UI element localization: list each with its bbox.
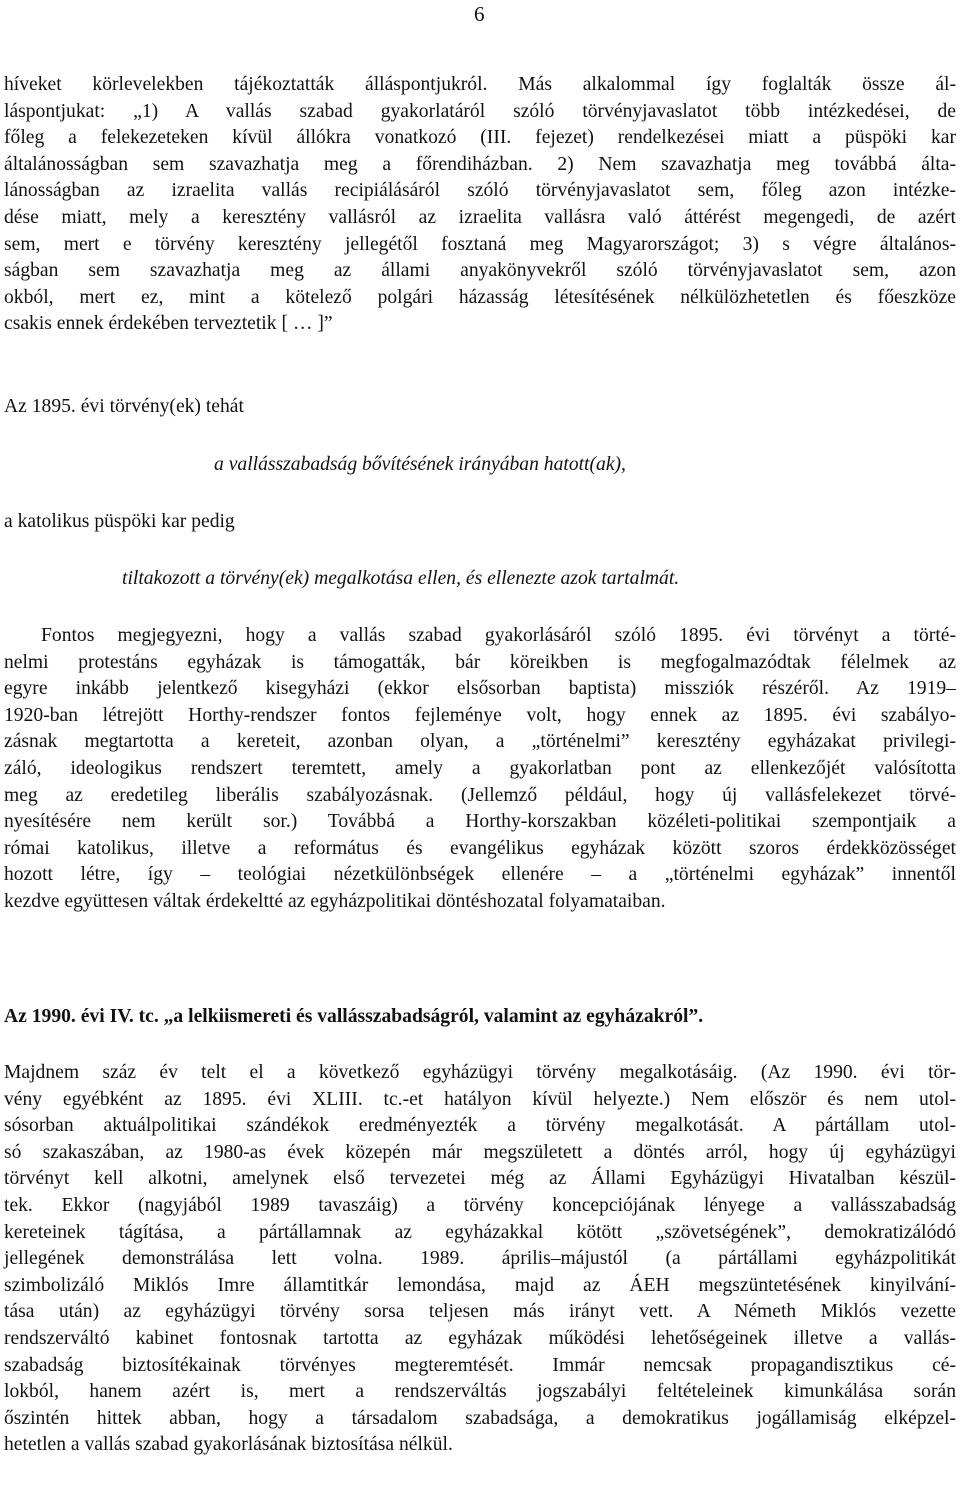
text-line: törvényt kell alkotni, amelynek első tervezetei még az Állami Egyházügyi Hivatalban készül- bbox=[4, 1168, 956, 1190]
text-line: nyesítésére nem került sor.) Továbbá a Horthy-korszakban közéleti-politikai szempontjaik a bbox=[4, 811, 956, 833]
text-line: lokból, hanem azért is, mert a rendszerváltás jogszabályi feltételeinek kimunkálása során bbox=[4, 1381, 956, 1403]
text-line: Fontos megjegyezni, hogy a vallás szabad gyakorlásáról szóló 1895. évi törvényt a törté- bbox=[41, 625, 956, 646]
text-line: só szakaszában, az 1980-as évek közepén már megszületett a döntés arról, hogy új egyházügyi bbox=[4, 1141, 956, 1163]
text-line: egyre inkább jelentkező kisegyházi (ekkor elsősorban baptista) missziók részéről. Az 1919– bbox=[4, 678, 956, 700]
page-number: 6 bbox=[474, 2, 485, 26]
text-line: kereteinek tágítása, a pártállamnak az egyházakkal kötött „szövetségének”, demokratizálódó bbox=[4, 1221, 956, 1243]
line-puspoki-kar: a katolikus püspöki kar pedig bbox=[4, 511, 235, 532]
text-line: láspontjukat: „1) A vallás szabad gyakorlatáról szóló törvényjavaslatot több intézkedései, de bbox=[4, 100, 956, 122]
text-line: hozott létre, így – teológiai nézetkülönbségek ellenére – a „történelmi egyházak” innentől bbox=[4, 864, 956, 886]
text-line: nelmi protestáns egyházak is támogatták, bár köreikben is megfogalmazódtak félelmek az bbox=[4, 651, 956, 673]
text-line: lánosságban az izraelita vallás recipiálásáról szóló törvényjavaslatot sem, főleg azon intézke- bbox=[4, 180, 956, 202]
text-line: sósorban aktuálpolitikai szándékok eredményezték a törvény megalkotását. A pártállam utol- bbox=[4, 1115, 956, 1137]
text-line: kezdve együttesen váltak érdekeltté az egyházpolitikai döntéshozatal folyamataiban. bbox=[4, 890, 666, 912]
text-line: főleg a felekezeteken kívül állókra vonatkozó (III. fejezet) rendelkezései miatt a püspöki kar bbox=[4, 127, 956, 149]
text-line: hetetlen a vallás szabad gyakorlásának biztosítása nélkül. bbox=[4, 1434, 453, 1456]
text-line: ságban sem szavazhatja meg az állami anyakönyvekről szóló törvényjavaslatot sem, azon bbox=[4, 260, 956, 282]
text-line: híveket körlevelekben tájékoztatták álláspontjukról. Más alkalommal így foglalták össze ál- bbox=[4, 74, 956, 95]
text-line: csakis ennek érdekében terveztetik [ … ]” bbox=[4, 313, 333, 335]
text-line: általánosságban sem szavazhatja meg a főrendiházban. 2) Nem szavazhatja meg továbbá álta- bbox=[4, 153, 956, 175]
text-line: Majdnem száz év telt el a következő egyházügyi törvény megalkotásáig. (Az 1990. évi tör- bbox=[4, 1062, 956, 1083]
text-line: vény egyébként az 1895. évi XLIII. tc.-et hatályon kívül helyezte.) Nem először és nem utol- bbox=[4, 1088, 956, 1110]
text-line: tása után) az egyházügyi törvény sorsa teljesen más irányt vett. A Németh Miklós vezette bbox=[4, 1301, 956, 1323]
text-line: meg az eredetileg liberális szabályozásnak. (Jellemző például, hogy új vallásfelekezet törvé- bbox=[4, 784, 956, 806]
section-heading-1990: Az 1990. évi IV. tc. „a lelkiismereti és vallásszabadságról, valamint az egyházakról”. bbox=[4, 1006, 704, 1027]
text-line: szimbolizáló Miklós Imre államtitkár lemondása, majd az ÁEH megszüntetésének kinyilvání- bbox=[4, 1274, 956, 1296]
text-line: tek. Ekkor (nagyjából 1989 tavaszáig) a törvény koncepciójának lényege a vallásszabadság bbox=[4, 1194, 956, 1216]
line-vallasszabadsag: a vallásszabadság bővítésének irányában hatott(ak), bbox=[214, 454, 626, 475]
line-tiltakozott: tiltakozott a törvény(ek) megalkotása ellen, és ellenezte azok tartalmát. bbox=[122, 568, 680, 589]
text-line: római katolikus, illetve a református és evangélikus egyházak között szoros érdekközösséget bbox=[4, 837, 956, 859]
text-line: őszintén hittek abban, hogy a társadalom szabadsága, a demokratikus jogállamiság elképzel- bbox=[4, 1407, 956, 1429]
line-1895: Az 1895. évi törvény(ek) tehát bbox=[4, 396, 244, 417]
text-line: okból, mert ez, mint a kötelező polgári házasság létesítésének nélkülözhetetlen és főeszköze bbox=[4, 286, 956, 308]
paragraph-quote bbox=[4, 72, 956, 338]
paragraph-fontos bbox=[4, 623, 956, 916]
text-line: 1920-ban létrejött Horthy-rendszer fontos fejleménye volt, hogy ennek az 1895. évi szabályo- bbox=[4, 704, 956, 726]
text-line: jellegének demonstrálása lett volna. 1989. április–májustól (a pártállami egyházpolitikát bbox=[4, 1248, 956, 1270]
text-line: záló, ideologikus rendszert teremtett, amely a gyakorlatban pont az ellenkezőjét valósította bbox=[4, 757, 956, 779]
text-line: sem, mert e törvény keresztény jellegétől fosztaná meg Magyarországot; 3) s végre általános- bbox=[4, 233, 956, 255]
text-line: dése miatt, mely a keresztény vallásról az izraelita vallásra való áttérést megengedi, de azért bbox=[4, 206, 956, 228]
paragraph-1990 bbox=[4, 1060, 956, 1459]
text-line: rendszerváltó kabinet fontosnak tartotta az egyházak működési lehetőségeinek illetve a vallás- bbox=[4, 1327, 956, 1349]
text-line: szabadság biztosítékainak törvényes megteremtését. Immár nemcsak propagandisztikus cé- bbox=[4, 1354, 956, 1376]
text-line: zásnak megtartotta a kereteit, azonban olyan, a „történelmi” keresztény egyházakat privilegi- bbox=[4, 731, 956, 753]
